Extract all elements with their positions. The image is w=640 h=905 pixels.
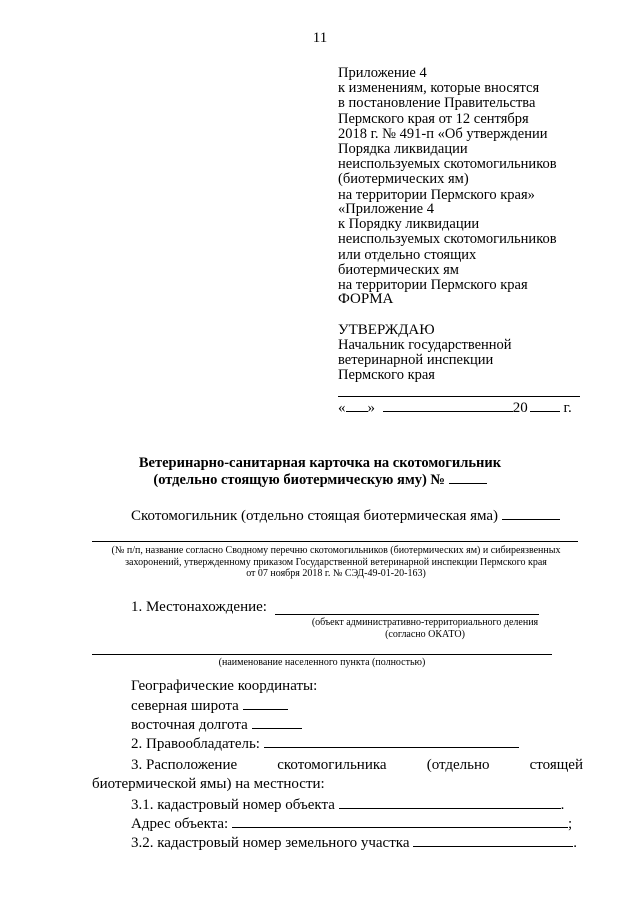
date-close-quote: » bbox=[367, 400, 375, 416]
longitude-label: восточная долгота bbox=[131, 717, 248, 733]
owner-row bbox=[131, 735, 519, 753]
year-prefix: 20 bbox=[512, 400, 528, 416]
subject-label: Скотомогильник (отдельно стоящая биотермическая яма) bbox=[131, 508, 499, 524]
location-note: (объект административно-территориального деления (согласно ОКАТО) bbox=[311, 617, 539, 640]
placement-line1 bbox=[131, 757, 583, 774]
cadastral-object-row bbox=[131, 796, 564, 814]
location-line bbox=[275, 614, 539, 615]
longitude-row bbox=[131, 716, 302, 734]
coords-label: Географические координаты: bbox=[131, 678, 318, 694]
placement-word-1: 3. Расположение bbox=[131, 757, 238, 773]
placement-word-4: стоящей bbox=[529, 757, 583, 773]
latitude-blank bbox=[243, 697, 288, 710]
subject-blank bbox=[502, 507, 560, 520]
cadastral-object-end: . bbox=[560, 797, 565, 813]
form-label: ФОРМА bbox=[338, 291, 394, 307]
subject-name-line bbox=[92, 541, 578, 542]
card-title-line2-wrap bbox=[0, 471, 640, 488]
approve-date bbox=[338, 399, 572, 417]
settlement-note: (наименование населенного пункта (полностью) bbox=[218, 657, 426, 668]
year-suffix: г. bbox=[563, 400, 572, 416]
address-label: Адрес объекта: bbox=[131, 816, 229, 832]
card-number-blank bbox=[449, 471, 487, 484]
address-blank bbox=[232, 815, 568, 828]
signature-line bbox=[338, 396, 580, 397]
location-label: 1. Местонахождение: bbox=[131, 599, 267, 615]
cadastral-land-end: . bbox=[573, 835, 577, 851]
subject-note: (№ п/п, название согласно Сводному перечню скотомогильников (биотермических ям) и сибиреязвенных захоронений, утвержденному приказом Государственной ветеринарной инспекции Пермского края от 07 ноября 2018 г. № СЭД-49-01-20-163) bbox=[111, 545, 561, 579]
cadastral-object-blank bbox=[339, 796, 561, 809]
placement-word-3: (отдельно bbox=[426, 757, 490, 773]
placement-line2: биотермической ямы) на местности: bbox=[92, 776, 325, 792]
card-title-line1: Ветеринарно-санитарная карточка на скотомогильник bbox=[138, 455, 502, 471]
month-blank bbox=[383, 399, 513, 412]
appendix-header: Приложение 4 к изменениям, которые вносятся в постановление Правительства Пермского края от 12 сентября 2018 г. № 491-п «Об утверждении Порядка ликвидации неиспользуемых скотомогильников (биотермических ям) на территории Пермского края» bbox=[338, 65, 557, 203]
cadastral-land-blank bbox=[413, 834, 573, 847]
owner-blank bbox=[264, 735, 519, 748]
page-number: 11 bbox=[312, 30, 328, 46]
card-title-line2: (отдельно стоящую биотермическую яму) № bbox=[153, 472, 445, 488]
approve-position: Начальник государственной ветеринарной инспекции Пермского края bbox=[338, 337, 512, 384]
settlement-line bbox=[92, 654, 552, 655]
latitude-row bbox=[131, 697, 288, 715]
cadastral-object-label: 3.1. кадастровый номер объекта bbox=[131, 797, 335, 813]
cadastral-land-label: 3.2. кадастровый номер земельного участка bbox=[131, 835, 410, 851]
year-blank bbox=[530, 399, 560, 412]
cadastral-land-row bbox=[131, 834, 577, 852]
latitude-label: северная широта bbox=[131, 698, 239, 714]
address-end: ; bbox=[567, 816, 573, 832]
longitude-blank bbox=[252, 716, 302, 729]
date-open-quote: « bbox=[338, 400, 346, 416]
placement-word-2: скотомогильника bbox=[277, 757, 387, 773]
address-row bbox=[131, 815, 572, 833]
day-blank bbox=[346, 399, 368, 412]
appendix-inner: «Приложение 4 к Порядку ликвидации неиспользуемых скотомогильников или отдельно стоящих биотермических ям на территории Пермского края bbox=[338, 201, 557, 294]
subject-line bbox=[131, 507, 560, 525]
approve-title: УТВЕРЖДАЮ bbox=[338, 322, 435, 338]
owner-label: 2. Правообладатель: bbox=[131, 736, 260, 752]
